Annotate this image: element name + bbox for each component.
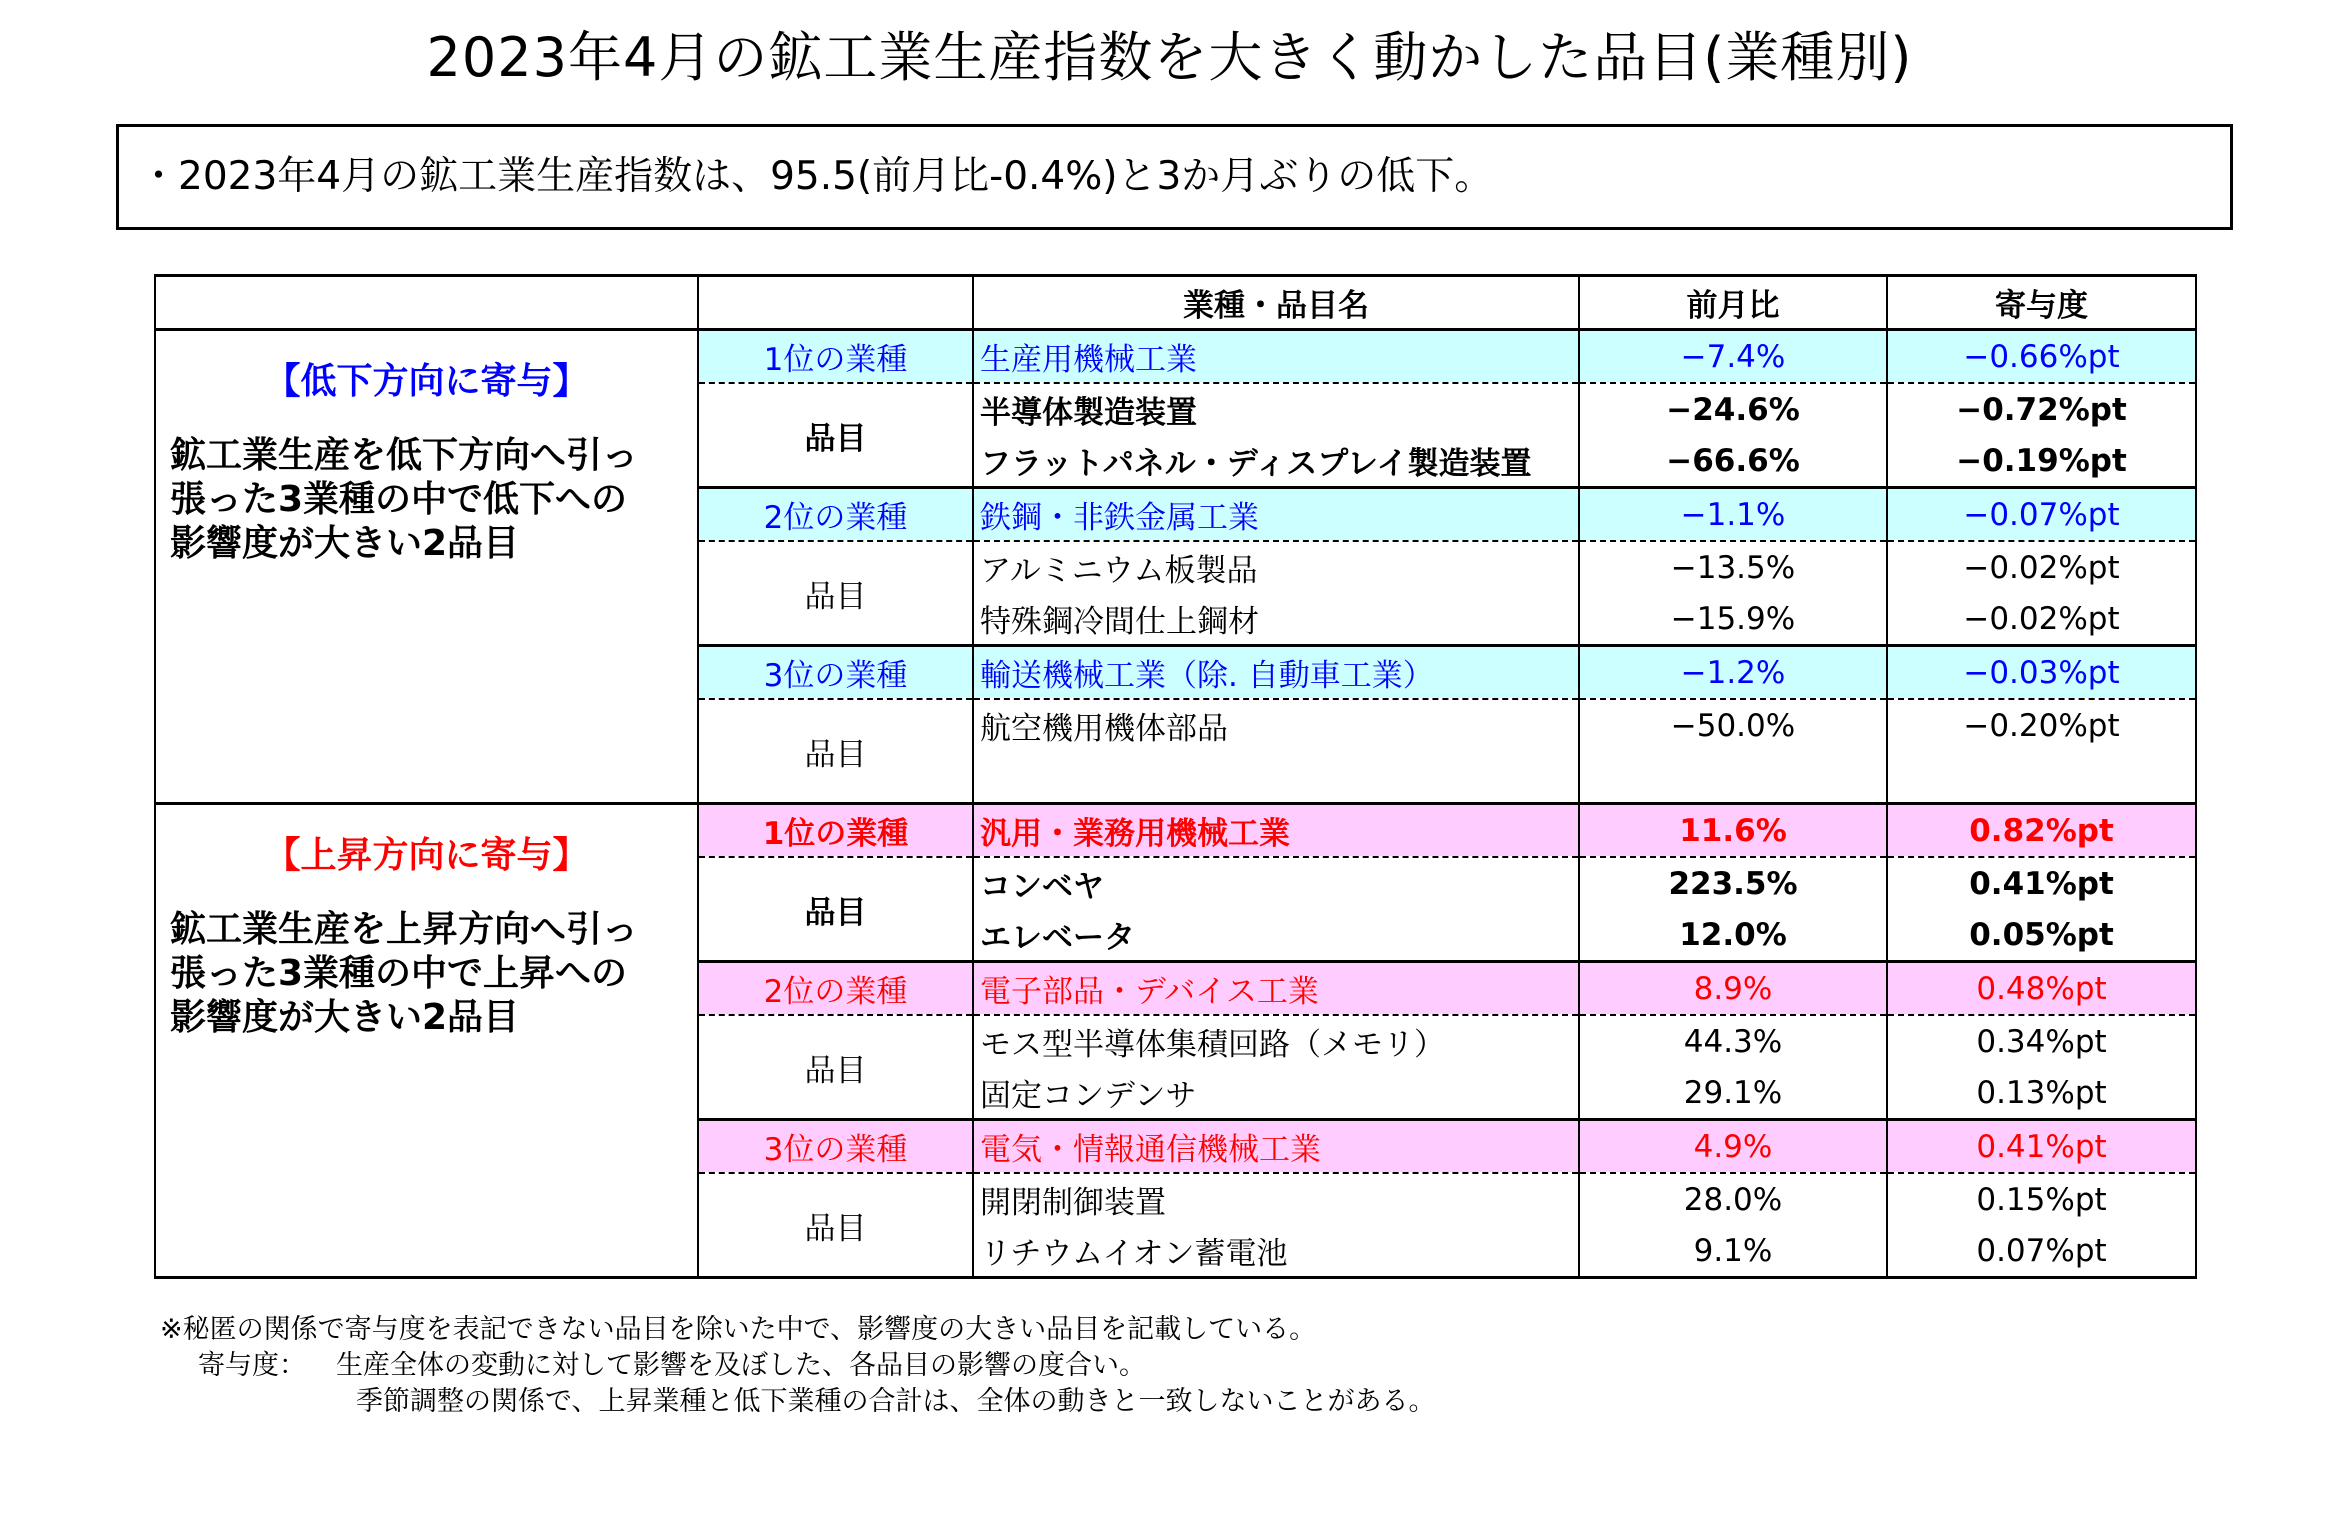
industry-mom: −1.2% [1579, 646, 1887, 700]
contribution-table [154, 274, 2197, 1279]
industry-contrib: −0.07%pt [1887, 488, 2196, 542]
header-rank-blank [698, 276, 973, 330]
industry-contrib: 0.48%pt [1887, 962, 2196, 1016]
item-name: モス型半導体集積回路（メモリ） [973, 1015, 1579, 1067]
item-contrib: 0.05%pt [1887, 909, 2196, 962]
down-description: 鉱工業生産を低下方向へ引っ張った3業種の中で低下への影響度が大きい2品目 [170, 435, 639, 564]
header-item: 業種・品目名 [973, 276, 1579, 330]
item-label: 品目 [698, 699, 973, 804]
industry-contrib: 0.82%pt [1887, 804, 2196, 858]
rank-label: 3位の業種 [698, 1120, 973, 1174]
industry-mom: 8.9% [1579, 962, 1887, 1016]
industry-name: 輸送機械工業（除. 自動車工業） [973, 646, 1579, 700]
industry-contrib: −0.03%pt [1887, 646, 2196, 700]
industry-mom: 11.6% [1579, 804, 1887, 858]
industry-contrib: −0.66%pt [1887, 330, 2196, 384]
rank-label: 1位の業種 [698, 330, 973, 384]
footnotes [160, 1312, 1435, 1420]
item-mom: 28.0% [1579, 1173, 1887, 1225]
up-description: 鉱工業生産を上昇方向へ引っ張った3業種の中で上昇への影響度が大きい2品目 [170, 909, 639, 1038]
item-mom: 223.5% [1579, 857, 1887, 909]
summary-text: ・2023年4月の鉱工業生産指数は、95.5(前月比-0.4%)と3か月ぶりの低下。 [139, 154, 1494, 199]
item-name: フラットパネル・ディスプレイ製造装置 [973, 435, 1579, 488]
item-contrib: 0.15%pt [1887, 1173, 2196, 1225]
industry-name: 電子部品・デバイス工業 [973, 962, 1579, 1016]
industry-contrib: 0.41%pt [1887, 1120, 2196, 1174]
down-rank1-row [155, 330, 2196, 384]
item-mom: 9.1% [1579, 1225, 1887, 1278]
rank-label: 2位の業種 [698, 488, 973, 542]
item-contrib: 0.13%pt [1887, 1067, 2196, 1120]
industry-mom: 4.9% [1579, 1120, 1887, 1174]
item-name: 航空機用機体部品 [973, 699, 1579, 751]
item-name: 半導体製造装置 [973, 383, 1579, 435]
item-contrib: 0.07%pt [1887, 1225, 2196, 1278]
item-name: 固定コンデンサ [973, 1067, 1579, 1120]
header-contrib: 寄与度 [1887, 276, 2196, 330]
up-rank1-row [155, 804, 2196, 858]
item-contrib: −0.20%pt [1887, 699, 2196, 751]
industry-name: 生産用機械工業 [973, 330, 1579, 384]
item-label: 品目 [698, 1015, 973, 1120]
industry-name: 汎用・業務用機械工業 [973, 804, 1579, 858]
page-title: 2023年4月の鉱工業生産指数を大きく動かした品目(業種別) [426, 26, 1913, 89]
industry-mom: −7.4% [1579, 330, 1887, 384]
item-contrib: −0.72%pt [1887, 383, 2196, 435]
table-header-row [155, 276, 2196, 330]
item-label: 品目 [698, 857, 973, 962]
industry-name: 鉄鋼・非鉄金属工業 [973, 488, 1579, 542]
footnote-definition: 生産全体の変動に対して影響を及ぼした、各品目の影響の度合い。 [336, 1350, 1146, 1381]
item-mom: −50.0% [1579, 699, 1887, 751]
item-contrib: 0.41%pt [1887, 857, 2196, 909]
up-side-cell [155, 804, 698, 1278]
item-name: エレベータ [973, 909, 1579, 962]
item-mom: −66.6% [1579, 435, 1887, 488]
item-mom: 12.0% [1579, 909, 1887, 962]
empty-cell [1579, 751, 1887, 804]
footnote-line3: 季節調整の関係で、上昇業種と低下業種の合計は、全体の動きと一致しないことがある。 [356, 1386, 1436, 1417]
down-heading: 【低下方向に寄与】 [264, 361, 589, 402]
item-mom: −13.5% [1579, 541, 1887, 593]
item-name: リチウムイオン蓄電池 [973, 1225, 1579, 1278]
header-blank [155, 276, 698, 330]
item-contrib: −0.19%pt [1887, 435, 2196, 488]
footnote-line1: ※秘匿の関係で寄与度を表記できない品目を除いた中で、影響度の大きい品目を記載している。 [160, 1314, 1317, 1345]
summary-box [116, 124, 2233, 230]
item-name: アルミニウム板製品 [973, 541, 1579, 593]
rank-label: 2位の業種 [698, 962, 973, 1016]
down-side-cell [155, 330, 698, 804]
rank-label: 1位の業種 [698, 804, 973, 858]
item-label: 品目 [698, 383, 973, 488]
industry-name: 電気・情報通信機械工業 [973, 1120, 1579, 1174]
empty-cell [973, 751, 1579, 804]
item-mom: 44.3% [1579, 1015, 1887, 1067]
up-heading: 【上昇方向に寄与】 [264, 835, 589, 876]
item-mom: 29.1% [1579, 1067, 1887, 1120]
industry-mom: −1.1% [1579, 488, 1887, 542]
footnote-label: 寄与度： [198, 1350, 306, 1381]
rank-label: 3位の業種 [698, 646, 973, 700]
item-name: コンベヤ [973, 857, 1579, 909]
item-mom: −24.6% [1579, 383, 1887, 435]
item-label: 品目 [698, 541, 973, 646]
item-contrib: −0.02%pt [1887, 541, 2196, 593]
header-mom: 前月比 [1579, 276, 1887, 330]
footnote-line2 [160, 1348, 1435, 1384]
item-label: 品目 [698, 1173, 973, 1278]
item-name: 特殊鋼冷間仕上鋼材 [973, 593, 1579, 646]
item-contrib: 0.34%pt [1887, 1015, 2196, 1067]
empty-cell [1887, 751, 2196, 804]
item-name: 開閉制御装置 [973, 1173, 1579, 1225]
item-mom: −15.9% [1579, 593, 1887, 646]
item-contrib: −0.02%pt [1887, 593, 2196, 646]
